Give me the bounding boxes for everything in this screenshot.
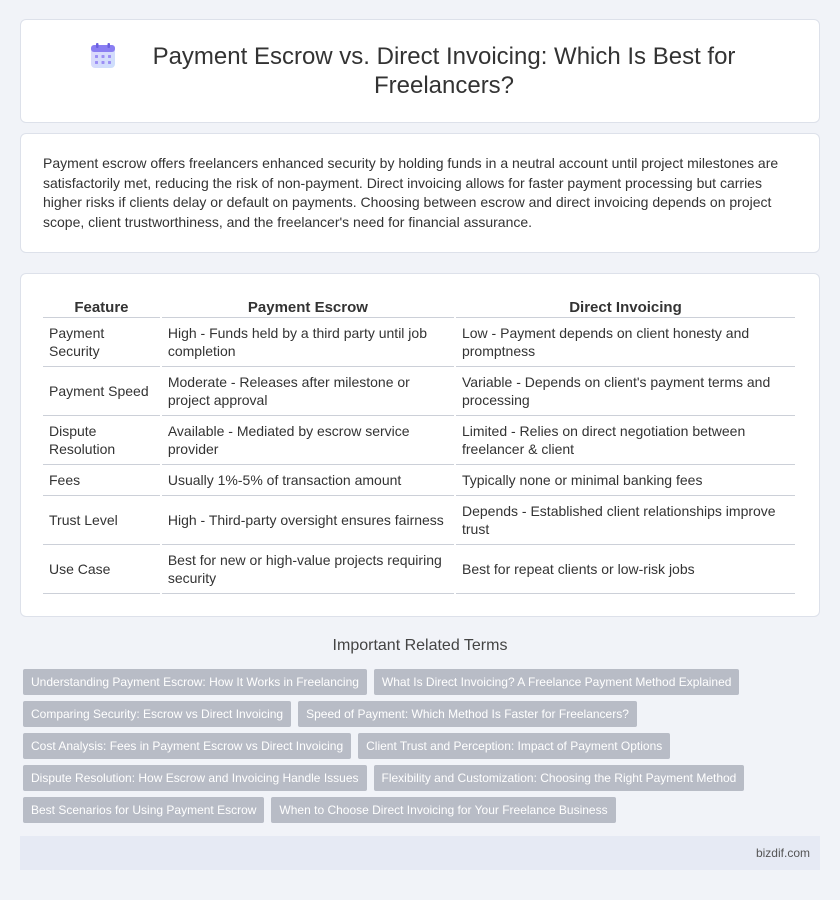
table-cell-invoicing: Depends - Established client relationships improve trust	[456, 496, 795, 545]
related-terms-list	[23, 669, 823, 829]
tag-row	[23, 765, 823, 791]
related-terms-title: Important Related Terms	[332, 637, 508, 654]
header-feature: Feature	[43, 294, 160, 318]
table-row	[43, 496, 795, 545]
table-cell-invoicing: Best for repeat clients or low-risk jobs	[456, 545, 795, 594]
related-term-link[interactable]: Comparing Security: Escrow vs Direct Invoicing	[23, 701, 291, 727]
footer	[20, 836, 820, 870]
table-header-row	[43, 294, 795, 318]
table-cell-escrow: Moderate - Releases after milestone or project approval	[162, 367, 454, 416]
footer-site-link[interactable]: bizdif.com	[755, 846, 810, 860]
tag-row	[23, 669, 823, 695]
header-card	[20, 19, 820, 123]
table-row	[43, 416, 795, 465]
tag-row	[23, 733, 823, 759]
related-term-link[interactable]: Best Scenarios for Using Payment Escrow	[23, 797, 264, 823]
related-term-link[interactable]: Speed of Payment: Which Method Is Faster for Freelancers?	[298, 701, 637, 727]
table-row	[43, 367, 795, 416]
related-term-link[interactable]: Flexibility and Customization: Choosing the Right Payment Method	[374, 765, 745, 791]
calendar-icon	[90, 43, 116, 69]
table-cell-escrow: Best for new or high-value projects requiring security	[162, 545, 454, 594]
comparison-table	[41, 294, 797, 594]
related-term-link[interactable]: Dispute Resolution: How Escrow and Invoicing Handle Issues	[23, 765, 367, 791]
related-term-link[interactable]: Understanding Payment Escrow: How It Works in Freelancing	[23, 669, 367, 695]
table-cell-feature: Payment Security	[43, 318, 160, 367]
related-term-link[interactable]: When to Choose Direct Invoicing for Your Freelance Business	[271, 797, 615, 823]
table-cell-feature: Fees	[43, 465, 160, 496]
table-cell-feature: Dispute Resolution	[43, 416, 160, 465]
intro-card	[20, 133, 820, 253]
table-cell-escrow: High - Third-party oversight ensures fairness	[162, 496, 454, 545]
table-cell-feature: Trust Level	[43, 496, 160, 545]
table-row	[43, 318, 795, 367]
table-cell-invoicing: Typically none or minimal banking fees	[456, 465, 795, 496]
table-cell-feature: Use Case	[43, 545, 160, 594]
page-title: Payment Escrow vs. Direct Invoicing: Which Is Best for Freelancers?	[152, 43, 736, 99]
header-payment-escrow: Payment Escrow	[162, 294, 454, 318]
title-wrap	[90, 42, 750, 100]
table-cell-escrow: Available - Mediated by escrow service provider	[162, 416, 454, 465]
table-cell-feature: Payment Speed	[43, 367, 160, 416]
comparison-table-card	[20, 273, 820, 617]
table-cell-escrow: Usually 1%-5% of transaction amount	[162, 465, 454, 496]
intro-paragraph: Payment escrow offers freelancers enhanced security by holding funds in a neutral account until project milestones are satisfactorily met, reducing the risk of non-payment. Direct invoicing allows for faster payment processing but carries higher risks if clients delay or default on payments. Choosing between escrow and direct invoicing depends on project scope, client trustworthiness, and the freelancer's need for financial assurance.	[43, 155, 779, 230]
table-cell-invoicing: Variable - Depends on client's payment terms and processing	[456, 367, 795, 416]
tag-row	[23, 797, 823, 823]
header-direct-invoicing: Direct Invoicing	[456, 294, 795, 318]
table-cell-escrow: High - Funds held by a third party until job completion	[162, 318, 454, 367]
related-term-link[interactable]: Cost Analysis: Fees in Payment Escrow vs Direct Invoicing	[23, 733, 351, 759]
related-term-link[interactable]: What Is Direct Invoicing? A Freelance Payment Method Explained	[374, 669, 740, 695]
related-term-link[interactable]: Client Trust and Perception: Impact of Payment Options	[358, 733, 670, 759]
table-cell-invoicing: Limited - Relies on direct negotiation between freelancer & client	[456, 416, 795, 465]
table-row	[43, 465, 795, 496]
table-row	[43, 545, 795, 594]
tag-row	[23, 701, 823, 727]
table-cell-invoicing: Low - Payment depends on client honesty and promptness	[456, 318, 795, 367]
